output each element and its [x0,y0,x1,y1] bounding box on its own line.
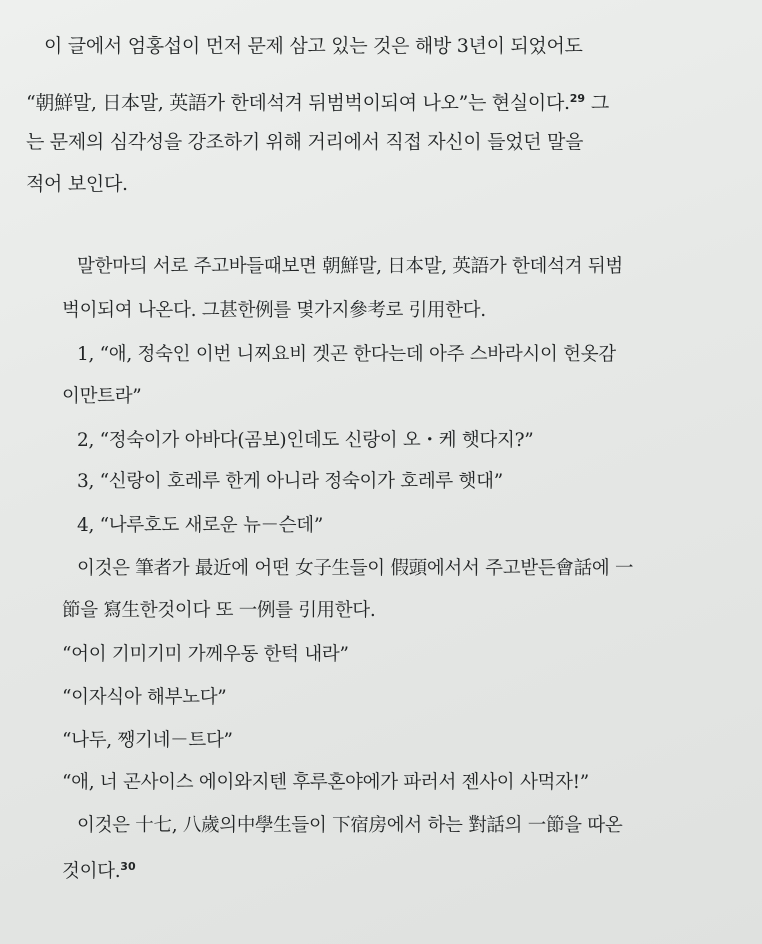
text-span: “朝鮮말, 日本말, 英語가 한데석겨 뒤범벅이되여 나오”는 현실이다. [26,92,570,114]
quote-line [62,599,375,623]
paragraph-line [26,87,609,115]
text-span: 것이다. [62,861,121,882]
text-span: 3, “신랑이 호레루 한게 아니라 정숙이가 호레루 햇대” [77,471,503,492]
paragraph-line [26,130,583,154]
quote-line [77,557,633,581]
quote-line [62,385,141,409]
quote-line [77,470,503,494]
text-span: 이것은 十七, 八歲의中學生들이 下宿房에서 하는 對話의 一節을 따온 [77,815,623,836]
quote-line [62,643,349,667]
quote-line [77,814,622,838]
quote-line [77,343,616,367]
paragraph-line [26,172,128,196]
text-span: 그 [585,92,609,114]
footnote-marker[interactable]: 30 [120,860,136,873]
paragraph-line [44,34,583,58]
quote-line [62,855,136,884]
quote-line [77,429,533,453]
text-span: “이자식아 해부노다” [62,687,227,708]
text-span: 1, “애, 정숙인 이번 니찌요비 겟곤 한다는데 아주 스바라시이 헌옷감 [77,344,616,365]
footnote-marker[interactable]: 29 [569,92,586,105]
text-span: 節을 寫生한것이다 또 一例를 引用한다. [62,600,376,621]
text-span: 이만트라” [62,386,142,407]
text-span: 4, “나루호도 새로운 뉴－슨데” [77,515,324,536]
text-span: 는 문제의 심각성을 강조하기 위해 거리에서 직접 자신이 들었던 말을 [26,131,584,153]
text-span: 적어 보인다. [26,173,128,195]
text-span: “나두, 쨍기네－트다” [62,730,233,751]
quote-line [77,255,623,279]
text-span: 벅이되여 나온다. 그甚한例를 몇가지參考로 引用한다. [62,300,486,321]
text-span: 말한마듸 서로 주고바들때보면 朝鮮말, 日本말, 英語가 한데석겨 뒤범 [77,256,623,277]
text-span: “애, 너 곤사이스 에이와지텐 후루혼야에가 파러서 젠사이 사먹자!” [62,772,589,793]
text-span: 2, “정숙이가 아바다(곰보)인데도 신랑이 오・케 햇다지?” [77,430,534,451]
text-span: 이것은 筆者가 最近에 어떤 女子生들이 假頭에서서 주고받든會話에 一 [77,558,634,579]
text-span: “어이 기미기미 가께우동 한턱 내라” [62,644,349,665]
text-span: 이 글에서 엄홍섭이 먼저 문제 삼고 있는 것은 해방 3년이 되었어도 [44,35,583,57]
quote-line [62,729,233,753]
quote-line [77,514,323,538]
quote-line [62,771,589,795]
quote-line [62,686,226,710]
quote-line [62,299,486,323]
